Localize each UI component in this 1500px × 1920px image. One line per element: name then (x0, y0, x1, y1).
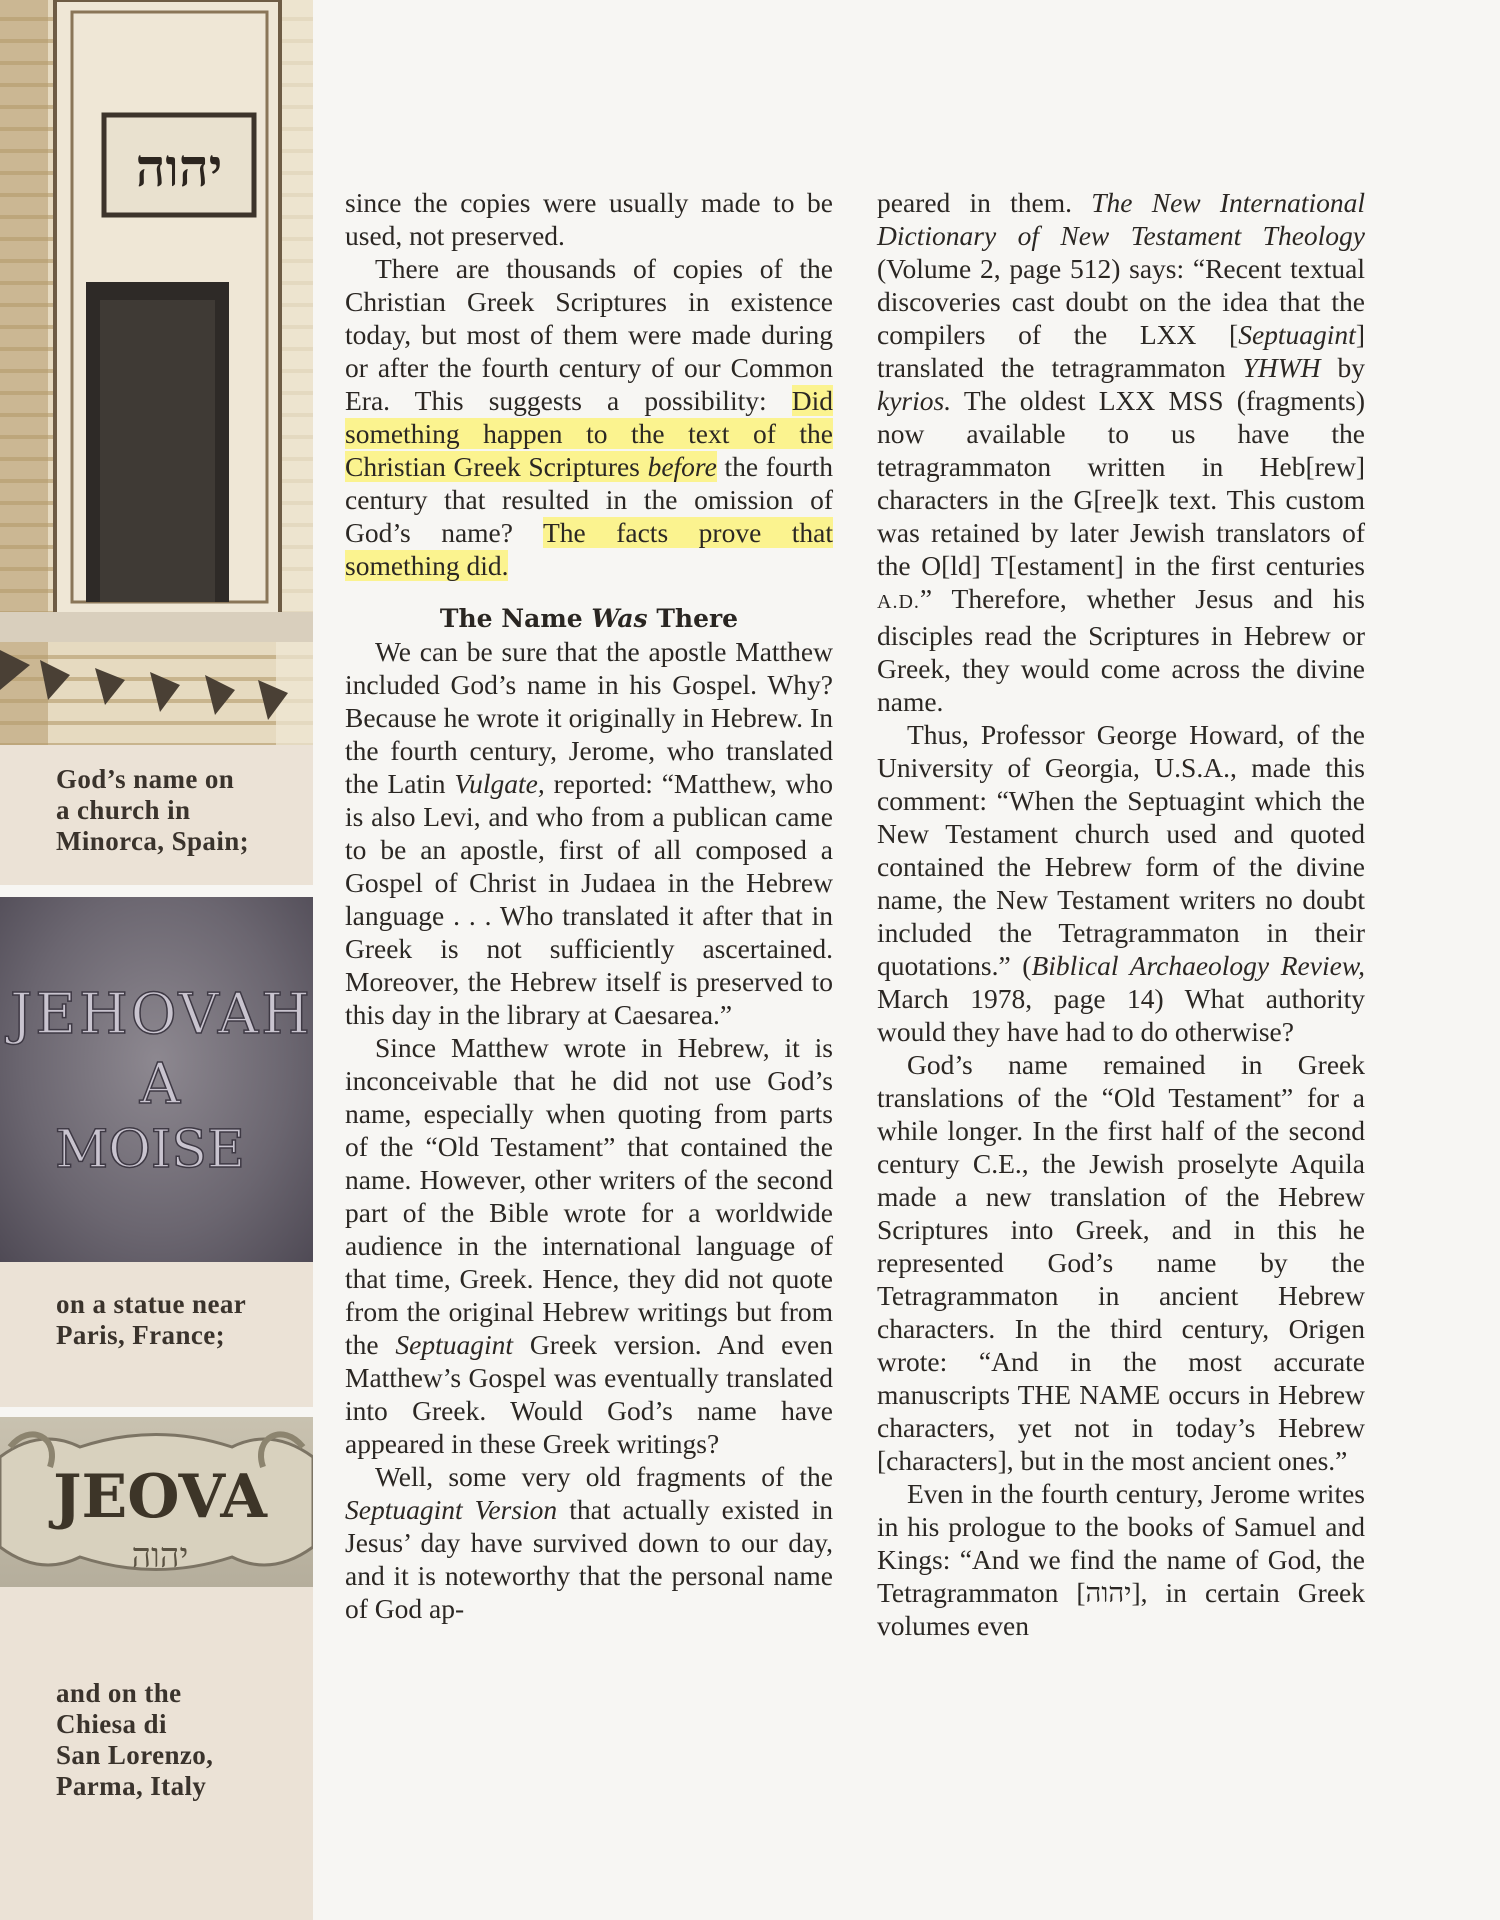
caption-parma (56, 1678, 296, 1802)
stone-inscription-illustration (0, 897, 313, 1262)
text-run: that actually existed in Jesus’ day have survived down to our day, and it is noteworthy that the personal name of God ap- (345, 1494, 833, 1624)
text-run: by (1320, 352, 1365, 383)
text-run: We can be sure that the apostle Matthew included God’s name in his Gospel. Why? Because he wrote it originally in Hebrew. In the fourth century, Jerome, who translated the Latin (345, 636, 833, 799)
text-run: Even in the fourth century, Jerome writes in his prologue to the books of Samuel and Kings: “And we find the name of God, the Tetragrammaton [יהוה], in certain Greek volumes even (877, 1478, 1365, 1641)
inscription-hebrew: יהוה (131, 1536, 189, 1576)
text-run: peared in them. (877, 187, 1092, 218)
text-run: the fourth century that resulted in the omission of God’s name? (345, 451, 833, 548)
text-run: Did something happen to the text of the Christian Greek Scriptures (345, 385, 833, 482)
text-run: since the copies were usually made to be used, not preserved. (345, 187, 833, 251)
emphasis: Septuagint Version (345, 1494, 558, 1525)
caption-line: Paris, France; (56, 1320, 226, 1350)
chiesa-photo (0, 1417, 313, 1587)
emphasis: Septuagint (395, 1329, 514, 1360)
caption-line: on a statue near (56, 1289, 247, 1319)
photo-sidebar (0, 0, 313, 1920)
inscription-jehovah: JEHOVAH (10, 982, 310, 1047)
caption-line: God’s name on (56, 764, 235, 794)
heading-text: The Name (439, 604, 592, 633)
text-run: reported: “Matthew, who is also Levi, and who from a publican came to be an apostle, first of all composed a Gospel of Christ in Judaea in the Hebrew language . . . Who translated it after that in Greek is not sufficiently ascertained. Moreover, the Hebrew itself is preserved to this day in the library at Caesarea.” (345, 768, 833, 1030)
divider (0, 1407, 313, 1417)
highlight-text: The facts prove that something did. (345, 517, 834, 581)
caption-line: Minorca, Spain; (56, 826, 250, 856)
text-run: Greek version. And even Matthew’s Gospel was eventually translated into Greek. Would God’s name have appeared in these Greek writings? (345, 1329, 833, 1459)
paragraph (345, 186, 833, 252)
carved-plaque-illustration (0, 1417, 313, 1587)
caption-line: San Lorenzo, (56, 1740, 214, 1770)
heading-emphasis: Was (591, 604, 648, 633)
paragraph (877, 1048, 1365, 1477)
tetragrammaton-inscription: יהוה (135, 138, 223, 199)
text-column-left (345, 186, 833, 1625)
caption-minorca (56, 764, 296, 857)
emphasis: Vulgate, (454, 768, 545, 799)
inscription-moise: MOISE (55, 1120, 245, 1180)
section-heading (345, 602, 833, 635)
statue-photo (0, 897, 313, 1262)
text-run: March 1978, page 14) What authority would they have had to do otherwise? (877, 983, 1365, 1047)
caption-paris (56, 1289, 296, 1351)
text-column-right (877, 186, 1365, 1642)
inscription-jeova: JEOVA (53, 1462, 267, 1532)
church-facade-illustration (0, 0, 313, 745)
emphasis: before (647, 451, 717, 482)
text-run: There are thousands of copies of the Christian Greek Scriptures in existence today, but most of them were made during or after the fourth century of our Common Era. This suggests a possibility: (345, 253, 833, 416)
paragraph (877, 718, 1365, 1048)
text-run: Since Matthew wrote in Hebrew, it is inconceivable that he did not use God’s name, especially when quoting from parts of the “Old Testament” that contained the name. However, other writers of the second part of the Bible wrote for a worldwide audience in the international language of that time, Greek. Hence, they did not quote from the original Hebrew writings but from the (345, 1032, 833, 1360)
caption-line: Chiesa di (56, 1709, 167, 1739)
text-run: God’s name remained in Greek translations of the “Old Testament” for a while longer. In the first half of the second century C.E., the Jewish proselyte Aquila made a new translation of the Hebrew Scriptures into Greek, and in this he represented God’s name by the Tetragrammaton in ancient Hebrew characters. In the third century, Origen wrote: “And in the most accurate manuscripts THE NAME occurs in Hebrew characters, yet not in today’s Hebrew [characters], but in the most ancient ones.” (877, 1049, 1365, 1476)
text-run: Well, some very old fragments of the (375, 1461, 833, 1492)
heading-text: There (647, 604, 739, 633)
caption-line: Parma, Italy (56, 1771, 207, 1801)
text-run: ] translated the tetragrammaton (877, 319, 1365, 383)
caption-line: a church in (56, 795, 191, 825)
inscription-a: A (139, 1052, 181, 1117)
emphasis: Biblical Archaeology Review, (1031, 950, 1365, 981)
emphasis: Septuagint (1238, 319, 1356, 350)
text-run: (Volume 2, page 512) says: “Recent textual discoveries cast doubt on the idea that the compilers of the LXX [ (877, 253, 1365, 350)
divider (0, 885, 313, 897)
paragraph (877, 1477, 1365, 1642)
emphasis: kyrios. (877, 385, 952, 416)
emphasis: YHWH (1242, 352, 1321, 383)
emphasis: The New International Dictionary of New Testament Theology (877, 187, 1365, 251)
text-run: Thus, Professor George Howard, of the University of Georgia, U.S.A., made this comment: “When the Septuagint which the New Testament church used and quoted contained the Hebrew form of the divine name, the New Testament writers no doubt included the Tetragrammaton in their quotations.” ( (877, 719, 1365, 981)
text-run: ” Therefore, whether Jesus and his disciples read the Scriptures in Hebrew or Greek, they would come across the divine name. (877, 583, 1365, 717)
paragraph (345, 635, 833, 1031)
caption-line: and on the (56, 1678, 182, 1708)
text-run: The oldest LXX MSS (fragments) now available to us have the tetragrammaton written in Heb[rew] characters in the G[ree]k text. This custom was retained by later Jewish translators of the O[ld] T[estament] in the first centuries (877, 385, 1365, 581)
paragraph (345, 252, 833, 582)
paragraph (345, 1031, 833, 1460)
church-photo (0, 0, 313, 745)
paragraph (345, 1460, 833, 1625)
small-caps: A.D. (877, 591, 920, 613)
paragraph (877, 186, 1365, 718)
